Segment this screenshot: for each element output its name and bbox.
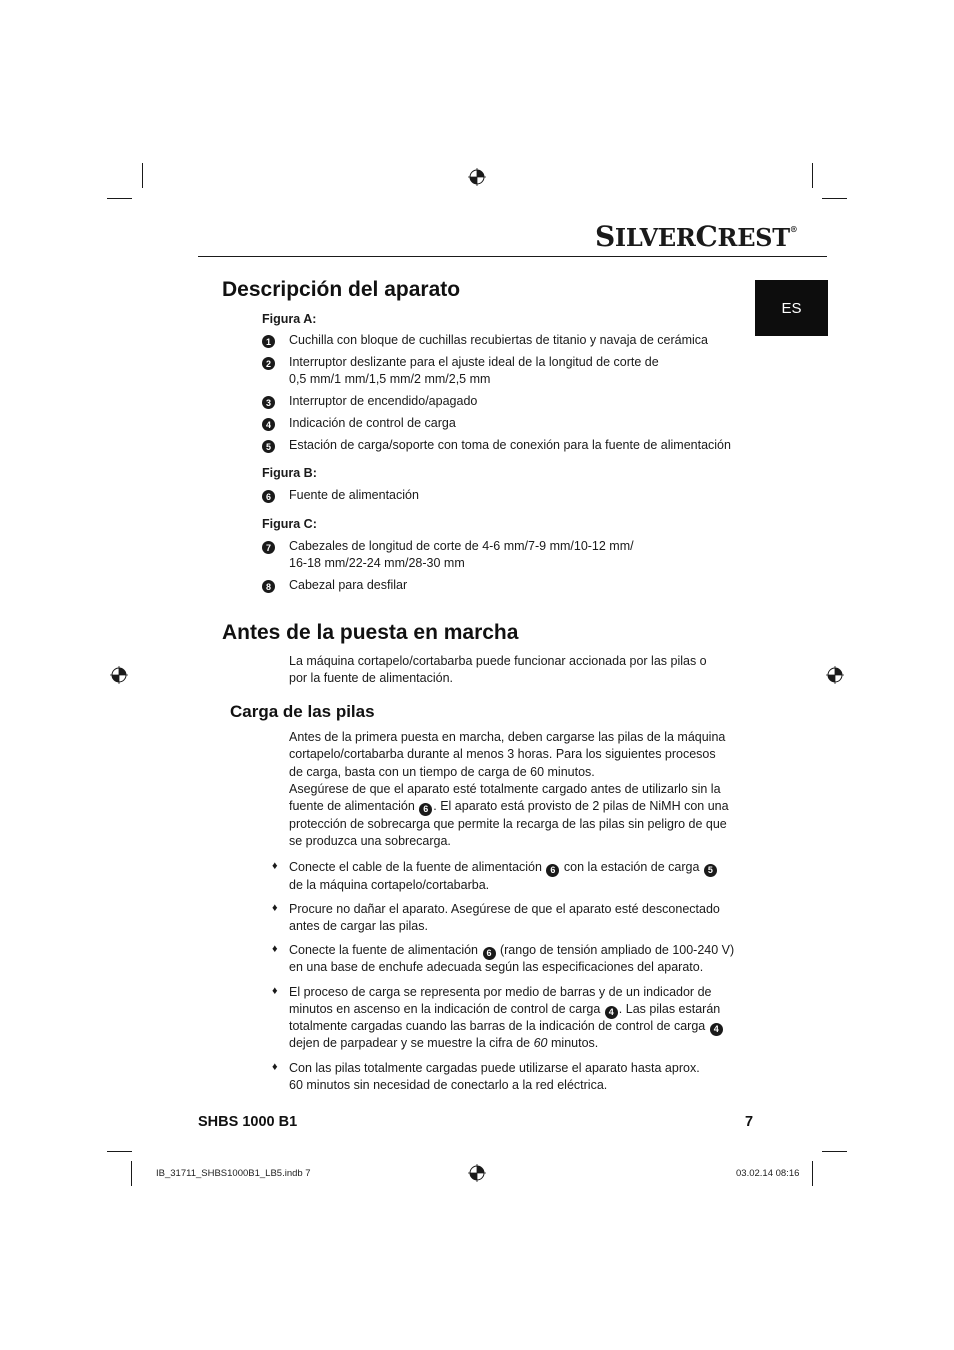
item-number-4: 4 [262, 418, 275, 431]
item-number-5: 5 [704, 864, 717, 877]
bullet-line: dejen de parpadear y se muestre la cifra de 60 minutos. [289, 1036, 599, 1050]
figure-b-label: Figura B: [262, 466, 317, 480]
bullet-line: Conecte el cable de la fuente de alimentación 6 con la estación de carga 5 [289, 859, 718, 877]
item-number-6: 6 [419, 803, 432, 816]
registration-mark-icon [468, 1164, 486, 1182]
section-title-description: Descripción del aparato [222, 278, 461, 301]
paragraph-line: cortapelo/cortabarba durante al menos 3 horas. Para los siguientes procesos [289, 747, 716, 761]
list-item: Cabezal para desfilar [289, 578, 408, 592]
intro-text: por la fuente de alimentación. [289, 671, 453, 685]
brand-logo: SILVERCREST® [595, 220, 798, 253]
bullet-line: de la máquina cortapelo/cortabarba. [289, 878, 490, 892]
subsection-title-charging: Carga de las pilas [230, 702, 375, 721]
bullet-line: minutos en ascenso en la indicación de control de carga 4 . Las pilas estarán [289, 1002, 721, 1017]
bullet-diamond-icon: ♦ [272, 1061, 278, 1073]
list-item-cont: 16-18 mm/22-24 mm/28-30 mm [289, 556, 465, 570]
bullet-diamond-icon: ♦ [272, 943, 278, 955]
bullet-line: 60 minutos sin necesidad de conectarlo a la red eléctrica. [289, 1078, 608, 1092]
item-number-6: 6 [262, 490, 275, 503]
figure-a-label: Figura A: [262, 312, 317, 326]
list-item: Cuchilla con bloque de cuchillas recubiertas de titanio y navaja de cerámica [289, 333, 708, 347]
crop-mark [142, 163, 143, 188]
crop-mark [131, 1161, 132, 1186]
item-number-7: 7 [262, 541, 275, 554]
slug-date-info: 03.02.14 08:16 [736, 1168, 800, 1179]
paragraph-line: fuente de alimentación 6 . El aparato está provisto de 2 pilas de NiMH con una [289, 799, 729, 814]
crop-mark [107, 1151, 132, 1152]
item-number-8: 8 [262, 580, 275, 593]
bullet-line: El proceso de carga se representa por medio de barras y de un indicador de [289, 985, 712, 999]
list-item: Interruptor deslizante para el ajuste ideal de la longitud de corte de [289, 355, 659, 369]
paragraph-line: Asegúrese de que el aparato esté totalmente cargado antes de utilizarlo sin la [289, 782, 721, 796]
paragraph-line: Antes de la primera puesta en marcha, deben cargarse las pilas de la máquina [289, 730, 726, 744]
section-title-before-use: Antes de la puesta en marcha [222, 621, 519, 644]
intro-text: La máquina cortapelo/cortabarba puede funcionar accionada por las pilas o [289, 654, 707, 668]
bullet-line: Con las pilas totalmente cargadas puede utilizarse el aparato hasta aprox. [289, 1061, 700, 1075]
header-rule [198, 256, 827, 257]
page-number: 7 [745, 1114, 754, 1130]
paragraph-line: protección de sobrecarga que permite la recarga de las pilas sin peligro de que [289, 817, 727, 831]
list-item: Indicación de control de carga [289, 416, 456, 430]
slug-file-info: IB_31711_SHBS1000B1_LB5.indb 7 [156, 1168, 311, 1179]
list-item-cont: 0,5 mm/1 mm/1,5 mm/2 mm/2,5 mm [289, 372, 491, 386]
item-number-3: 3 [262, 396, 275, 409]
crop-mark [822, 1151, 847, 1152]
item-number-6: 6 [483, 947, 496, 960]
registration-mark-icon [110, 666, 128, 684]
item-number-1: 1 [262, 335, 275, 348]
bullet-diamond-icon: ♦ [272, 985, 278, 997]
list-item: Fuente de alimentación [289, 488, 419, 502]
bullet-line: en una base de enchufe adecuada según las especificaciones del aparato. [289, 960, 704, 974]
item-number-4: 4 [710, 1023, 723, 1036]
crop-mark [812, 1161, 813, 1186]
crop-mark [107, 198, 132, 199]
bullet-line: totalmente cargadas cuando las barras de la indicación de control de carga 4 [289, 1018, 724, 1036]
bullet-line: Procure no dañar el aparato. Asegúrese de que el aparato esté desconectado [289, 902, 720, 916]
item-number-4: 4 [605, 1006, 618, 1019]
paragraph-line: se produzca una sobrecarga. [289, 834, 451, 848]
list-item: Cabezales de longitud de corte de 4-6 mm/7-9 mm/10-12 mm/ [289, 539, 634, 553]
footer-model: SHBS 1000 B1 [198, 1114, 298, 1130]
item-number-6: 6 [546, 864, 559, 877]
item-number-2: 2 [262, 357, 275, 370]
registration-mark-icon [826, 666, 844, 684]
list-item: Interruptor de encendido/apagado [289, 394, 478, 408]
bullet-diamond-icon: ♦ [272, 860, 278, 872]
bullet-line: Conecte la fuente de alimentación 6 (rango de tensión ampliado de 100-240 V) [289, 943, 735, 958]
crop-mark [812, 163, 813, 188]
language-tab: ES [755, 280, 828, 336]
bullet-line: antes de cargar las pilas. [289, 919, 428, 933]
bullet-diamond-icon: ♦ [272, 902, 278, 914]
registration-mark-icon [468, 168, 486, 186]
crop-mark [822, 198, 847, 199]
list-item: Estación de carga/soporte con toma de conexión para la fuente de alimentación [289, 438, 731, 452]
item-number-5: 5 [262, 440, 275, 453]
figure-c-label: Figura C: [262, 517, 317, 531]
paragraph-line: de carga, basta con un tiempo de carga de 60 minutos. [289, 765, 595, 779]
